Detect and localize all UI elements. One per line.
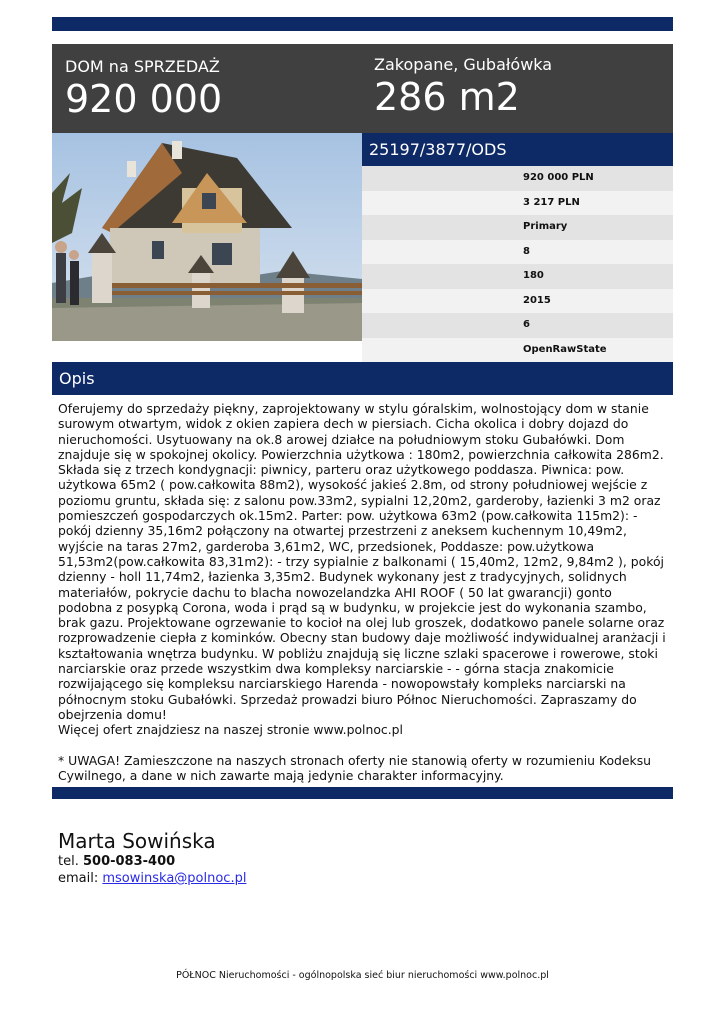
agent-phone-line [58, 853, 246, 870]
phone-number: 500-083-400 [82, 854, 176, 869]
detail-count: 6 [362, 313, 673, 338]
area-value: 286 m2 [374, 75, 520, 119]
reference-number: 25197/3877/ODS [362, 133, 673, 166]
description-text: Oferujemy do sprzedaży piękny, zaprojektowany w stylu góralskim, wolnostojący dom w stanie surowym otwartym, widok z okien zapiera dech w piersiach. Cicha okolica i dobry dojazd do nieruchomości. Usytuowany na ok.8 arowej działce na południowym stoku Gubałówki. Dom znajduje się w spokojnej okolicy. Powierzchnia użytkowa : 180m2, powierzchnia całkowita 286m2. Składa się z trzech kondygnacji: piwnicy, parteru oraz użytkowego poddasza. Piwnica: pow. użytkowa 65m2 ( pow.całkowita 88m2), wysokość jakieś 2.8m, od strony południowej wejście z poziomu gruntu, składa się: z salonu pow.33m2, sypialni 12,20m2, garderoby, łazienki 3 m2 oraz pomieszczeń gospodarczych ok.15m2. Parter: pow. użytkowa 63m2 (pow.całkowita 115m2): - pokój dzienny 35,16m2 połączony na otwartej przestrzeni z aneksem kuchennym 10,49m2, wyjście na taras 27m2, garderoba 3,61m2, WC, przedsionek, Poddasze: pow.użytkowa 51,53m2(pow.całkowita 83,31m2): - trzy sypialnie z balkonami ( 15,40m2, 12m2, 9,84m2 ), pokój dzienny - holl 11,74m2, łazienka 3,35m2. Budynek wykonany jest z tradycyjnych, solidnych materiałów, pokrycie dachu to blacha nowozelandzka AHI ROOF ( 50 lat gwarancji) gonto podobna z posypką Corona, woda i prąd są w budynku, w projekcie jest do wykonania szambo, brak gazu. Projektowane ogrzewanie to kocioł na olej lub groszek, dodatkowo panele solarne oraz rozprowadzenie ciepła z kominków. Obecny stan budowy daje możliwość indywidualnej aranżacji i kształtowania wnętrza budynku. W pobliżu znajdują się liczne szlaki spacerowe i rowerowe, stoki narciarskie oraz przede wszystkim dwa kompleksy narciarskie - - górna stacja znakomicie rozwijającego się kompleksu narciarskiego Harenda - nowopowstały kompleks narciarski na północnym stoku Gubałówki. Sprzedaż prowadzi biuro Północ Nieruchomości. Zapraszamy do obejrzenia domu! Więcej ofert znajdziesz na naszej stronie www.polnoc.pl * UWAGA! Zamieszczone na naszych stronach oferty nie stanowią oferty w rozumieniu Kodeksu Cywilnego, a dane w nich zawarte mają jedynie charakter informacyjny. [58, 401, 666, 784]
location-label: Zakopane, Gubałówka [374, 55, 553, 74]
house-illustration [52, 133, 362, 341]
email-link[interactable]: msowinska@polnoc.pl [102, 871, 247, 886]
header-left [65, 56, 222, 120]
phone-label: tel. [58, 854, 79, 869]
header-right [374, 54, 552, 118]
agent-contact [58, 829, 246, 887]
property-photo [52, 133, 362, 341]
footer-text: PÓŁNOC Nieruchomości - ogólnopolska sieć biur nieruchomości www.polnoc.pl [176, 970, 549, 981]
description-heading: Opis [52, 362, 673, 395]
detail-price-per-m2: 3 217 PLN [362, 191, 673, 216]
agent-name: Marta Sowińska [58, 829, 216, 853]
details-table [362, 166, 673, 362]
top-divider-bar [52, 17, 673, 31]
listing-header [52, 44, 673, 133]
property-type-label: DOM na SPRZEDAŻ [65, 57, 220, 76]
price-value: 920 000 [65, 77, 223, 121]
bottom-divider-bar [52, 787, 673, 799]
detail-usable-area: 180 [362, 264, 673, 289]
detail-market: Primary [362, 215, 673, 240]
email-label: email: [58, 871, 99, 886]
agent-email-line [58, 870, 246, 887]
detail-condition: OpenRawState [362, 338, 673, 363]
detail-year: 2015 [362, 289, 673, 314]
detail-rooms: 8 [362, 240, 673, 265]
detail-price-pln: 920 000 PLN [362, 166, 673, 191]
